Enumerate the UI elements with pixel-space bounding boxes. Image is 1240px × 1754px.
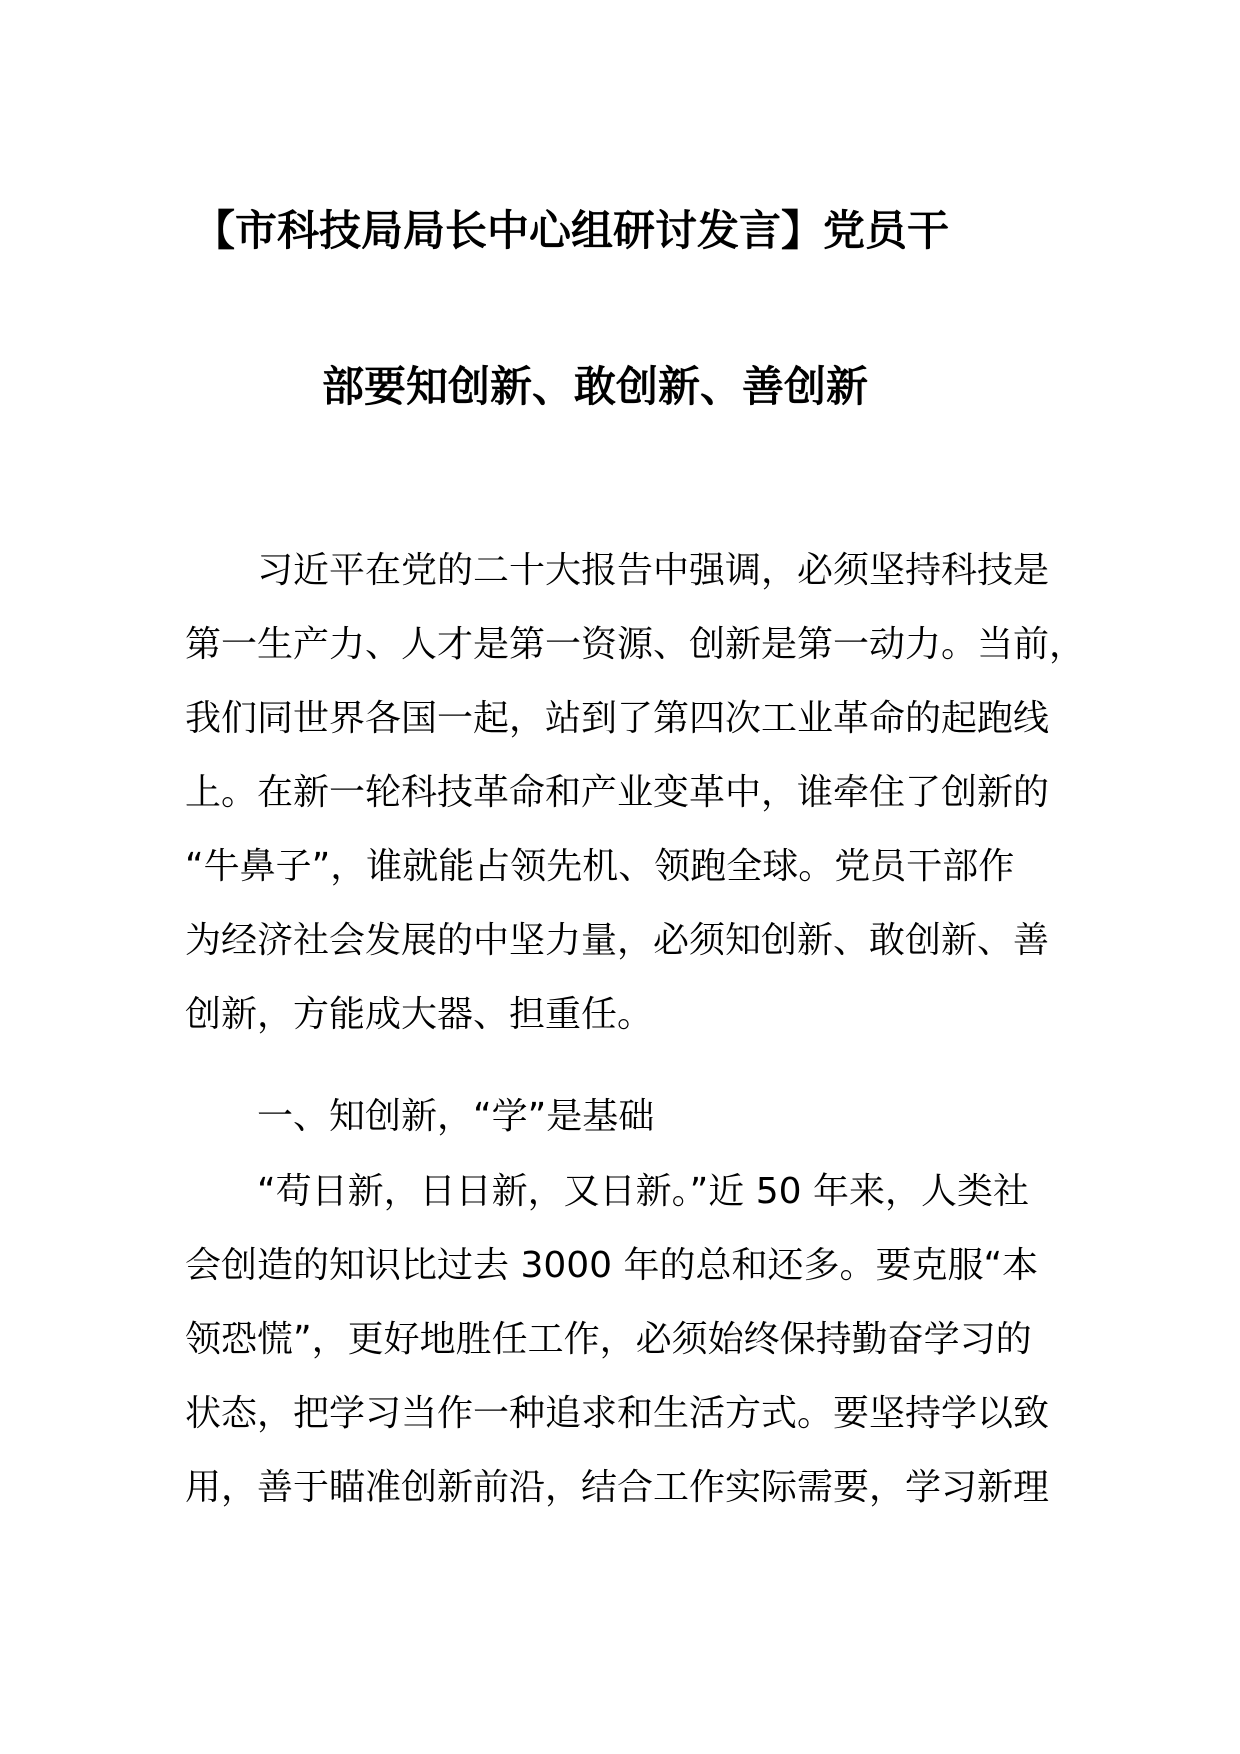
paragraph-line: 用，善于瞄准创新前沿，结合工作实际需要，学习新理	[185, 1467, 1050, 1508]
paragraph-line: “苟日新，日日新，又日新。”近 50 年来，人类社	[257, 1171, 1029, 1212]
paragraph-line: 上。在新一轮科技革命和产业变革中，谁牵住了创新的	[185, 772, 1050, 813]
document-title-line-1: 【市科技局局长中心组研讨发言】党员干	[193, 206, 950, 255]
paragraph-line: 为经济社会发展的中坚力量，必须知创新、敢创新、善	[185, 920, 1050, 961]
paragraph-line: 我们同世界各国一起，站到了第四次工业革命的起跑线	[185, 698, 1050, 739]
section-heading-text: 一、知创新，“学”是基础	[257, 1096, 655, 1137]
paragraph-line: 领恐慌”，更好地胜任工作，必须始终保持勤奋学习的	[185, 1319, 1032, 1360]
paragraph-line: 第一生产力、人才是第一资源、创新是第一动力。当前，	[185, 624, 1086, 665]
paragraph-2	[185, 1155, 1085, 1525]
paragraph-line: “牛鼻子”，谁就能占领先机、领跑全球。党员干部作	[185, 846, 1015, 887]
paragraph-line: 会创造的知识比过去 3000 年的总和还多。要克服“本	[185, 1245, 1039, 1286]
paragraph-line: 状态，把学习当作一种追求和生活方式。要坚持学以致	[185, 1393, 1050, 1434]
document-title-line-2: 部要知创新、敢创新、善创新	[322, 362, 869, 411]
paragraph-line: 创新，方能成大器、担重任。	[185, 994, 654, 1035]
paragraph-line: 习近平在党的二十大报告中强调，必须坚持科技是	[257, 550, 1050, 591]
section-heading	[185, 1080, 1085, 1154]
paragraph-1	[185, 534, 1085, 1052]
